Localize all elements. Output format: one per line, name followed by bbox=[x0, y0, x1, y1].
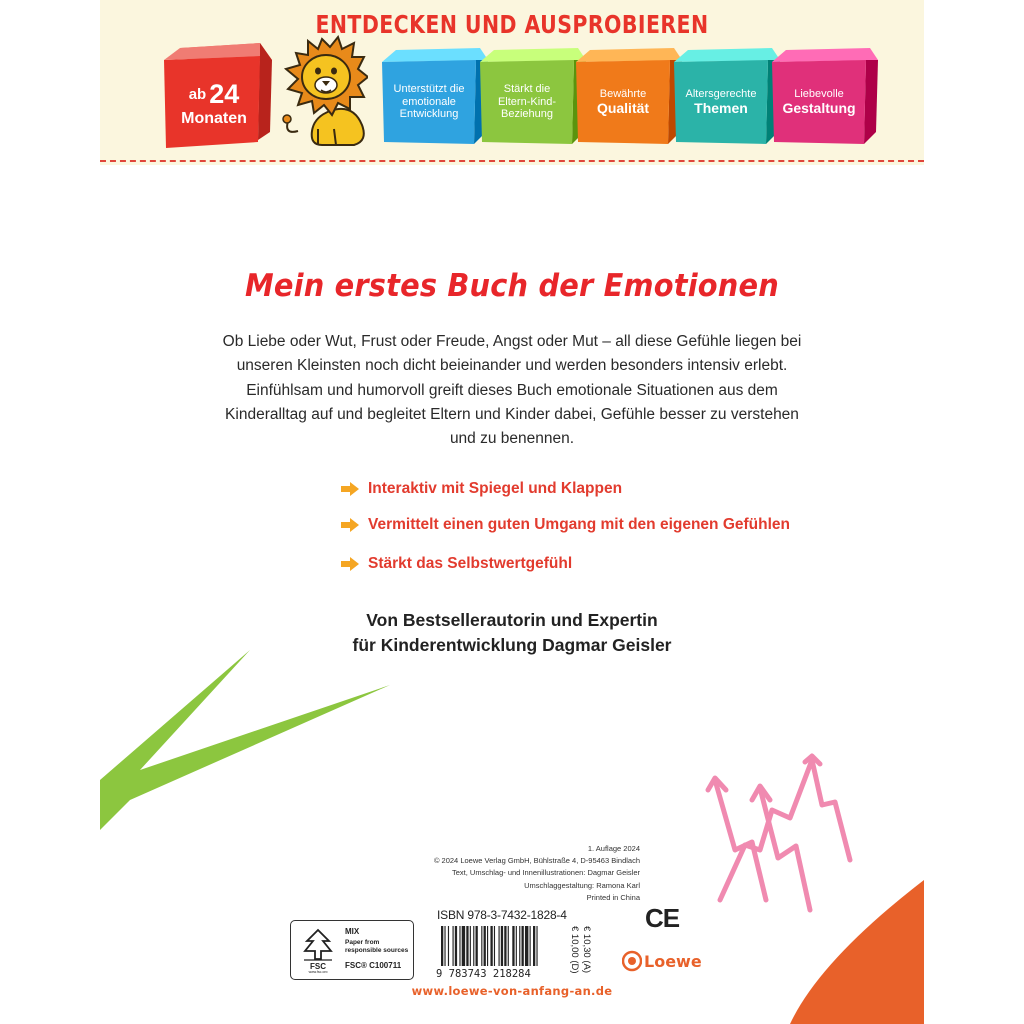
intro-text: Ob Liebe oder Wut, Frust oder Freude, Angst oder Mut – all diese Gefühle liegen bei unseren Kleinsten noch dicht beieinander und werden besonders intensiv erlebt. Einfühlsam und humorvoll greift dieses Buch emotionale Situationen aus dem Kinderalltag auf und begleitet Eltern und Kinder dabei, Gefühle besser zu verstehen und zu benennen. bbox=[222, 333, 802, 448]
bullet-item bbox=[340, 555, 572, 573]
header-title: ENTDECKEN UND AUSPROBIEREN bbox=[315, 10, 709, 39]
book-title: Mein erstes Buch der Emotionen bbox=[245, 268, 779, 304]
barcode-bar bbox=[522, 926, 524, 966]
fsc-label bbox=[290, 920, 414, 980]
feature-cube bbox=[770, 48, 880, 148]
book-back-cover bbox=[100, 0, 924, 1024]
barcode-bar bbox=[470, 926, 471, 966]
isbn-text: ISBN 978-3-7432-1828-4 bbox=[437, 908, 567, 922]
loewe-logo bbox=[622, 950, 702, 972]
author-line-2: für Kinderentwicklung Dagmar Geisler bbox=[352, 635, 672, 655]
age-unit: Monaten bbox=[181, 110, 247, 128]
feature-cube-label bbox=[384, 62, 474, 142]
bullet-text: Interaktiv mit Spiegel und Klappen bbox=[368, 480, 623, 497]
bullet-text: Vermittelt einen guten Umgang mit den eigenen Gefühlen bbox=[368, 516, 790, 533]
barcode-bar bbox=[490, 926, 492, 966]
barcode-bar bbox=[444, 926, 445, 966]
lion-illustration bbox=[278, 33, 368, 153]
barcode-bar bbox=[476, 926, 478, 966]
loewe-lion-icon bbox=[622, 950, 642, 972]
barcode-bar bbox=[536, 926, 537, 966]
imprint-line: Printed in China bbox=[586, 892, 640, 902]
imprint-line: © 2024 Loewe Verlag GmbH, Bühlstraße 4, D-95463 Bindlach bbox=[433, 856, 640, 866]
fsc-mix: MIX bbox=[345, 927, 360, 936]
barcode-bar bbox=[487, 926, 488, 966]
barcode-bar bbox=[441, 926, 443, 966]
barcode-bar bbox=[504, 926, 506, 966]
barcode-bar bbox=[501, 926, 503, 966]
fsc-code: FSC® C100711 bbox=[345, 961, 402, 970]
fsc-paper-text bbox=[345, 939, 408, 955]
barcode-bar bbox=[466, 926, 468, 966]
feature-cube-line: Liebevolle bbox=[794, 87, 844, 100]
fsc-logo-url: www.fsc.org bbox=[308, 970, 328, 973]
imprint bbox=[400, 843, 640, 904]
feature-cube-line: Themen bbox=[694, 100, 748, 117]
ce-mark: CE bbox=[645, 903, 680, 933]
feature-cube-label bbox=[676, 62, 766, 142]
barcode-bar bbox=[499, 926, 500, 966]
barcode bbox=[437, 926, 579, 968]
fsc-logo-text: FSC bbox=[310, 962, 326, 971]
feature-cube-line: Unterstützt die bbox=[393, 83, 465, 96]
arrow-icon bbox=[340, 517, 360, 533]
barcode-bar bbox=[516, 926, 517, 966]
feature-cube-line: Stärkt die bbox=[503, 83, 551, 96]
barcode-bar bbox=[512, 926, 514, 966]
fsc-tree-icon bbox=[299, 927, 337, 973]
barcode-bar bbox=[473, 926, 474, 966]
feature-cube bbox=[380, 48, 490, 148]
imprint-line: Umschlaggestaltung: Ramona Karl bbox=[524, 880, 640, 890]
feature-cube-line: Bewährte bbox=[599, 87, 647, 100]
chalk-arrows-illustration bbox=[700, 750, 860, 920]
feature-cube-line: Gestaltung bbox=[782, 100, 856, 117]
barcode-bar bbox=[525, 926, 528, 966]
arrow-icon bbox=[340, 481, 360, 497]
barcode-bar bbox=[484, 926, 486, 966]
bullet-item bbox=[340, 516, 790, 534]
feature-cube bbox=[574, 48, 684, 148]
barcode-bar bbox=[494, 926, 495, 966]
bullet-item bbox=[340, 480, 622, 498]
publisher-name: Loewe bbox=[644, 951, 702, 971]
barcode-bar bbox=[455, 926, 457, 966]
feature-cube bbox=[478, 48, 588, 148]
feature-cube-label bbox=[774, 62, 864, 142]
bullet-text: Stärkt das Selbstwertgefühl bbox=[368, 555, 573, 572]
age-cube bbox=[160, 40, 280, 150]
barcode-bar bbox=[508, 926, 509, 966]
website-url[interactable]: www.loewe-von-anfang-an.de bbox=[411, 984, 613, 998]
barcode-bar bbox=[462, 926, 465, 966]
dashed-divider bbox=[100, 160, 924, 162]
imprint-line: 1. Auflage 2024 bbox=[587, 844, 640, 853]
age-number: 24 bbox=[209, 79, 240, 110]
barcode-bar bbox=[453, 926, 454, 966]
fsc-paper-line: Paper from bbox=[345, 939, 380, 946]
feature-cube-line: Altersgerechte bbox=[685, 87, 757, 100]
age-cube-label bbox=[168, 66, 260, 142]
barcode-bar bbox=[530, 926, 531, 966]
barcode-bar bbox=[533, 926, 535, 966]
barcode-bar bbox=[481, 926, 482, 966]
feature-cube-line: Eltern-Kind- bbox=[497, 95, 557, 108]
feature-cube-line: Qualität bbox=[596, 100, 650, 117]
price-at: € 10,30 (A) bbox=[581, 926, 592, 973]
price-de: € 10,00 (D) bbox=[569, 926, 580, 974]
feature-cube-line: Beziehung bbox=[501, 108, 553, 121]
barcode-numbers: 9 783743 218284 bbox=[436, 968, 531, 980]
arrow-icon bbox=[340, 556, 360, 572]
feature-cube-label bbox=[578, 62, 668, 142]
feature-cube bbox=[672, 48, 782, 148]
imprint-line: Text, Umschlag- und Innenillustrationen: Dagmar Geisler bbox=[451, 868, 640, 878]
age-prefix: ab bbox=[188, 86, 207, 104]
author-line-1: Von Bestsellerautorin und Expertin bbox=[366, 610, 658, 630]
barcode-bar bbox=[448, 926, 449, 966]
barcode-bar bbox=[459, 926, 460, 966]
fsc-paper-line: responsible sources bbox=[345, 947, 409, 954]
feature-cube-label bbox=[482, 62, 572, 142]
grass-illustration bbox=[100, 630, 400, 830]
prices bbox=[568, 926, 618, 974]
feature-cube-line: Entwicklung bbox=[399, 108, 459, 121]
feature-cube-line: emotionale bbox=[402, 95, 456, 108]
barcode-bar bbox=[519, 926, 520, 966]
